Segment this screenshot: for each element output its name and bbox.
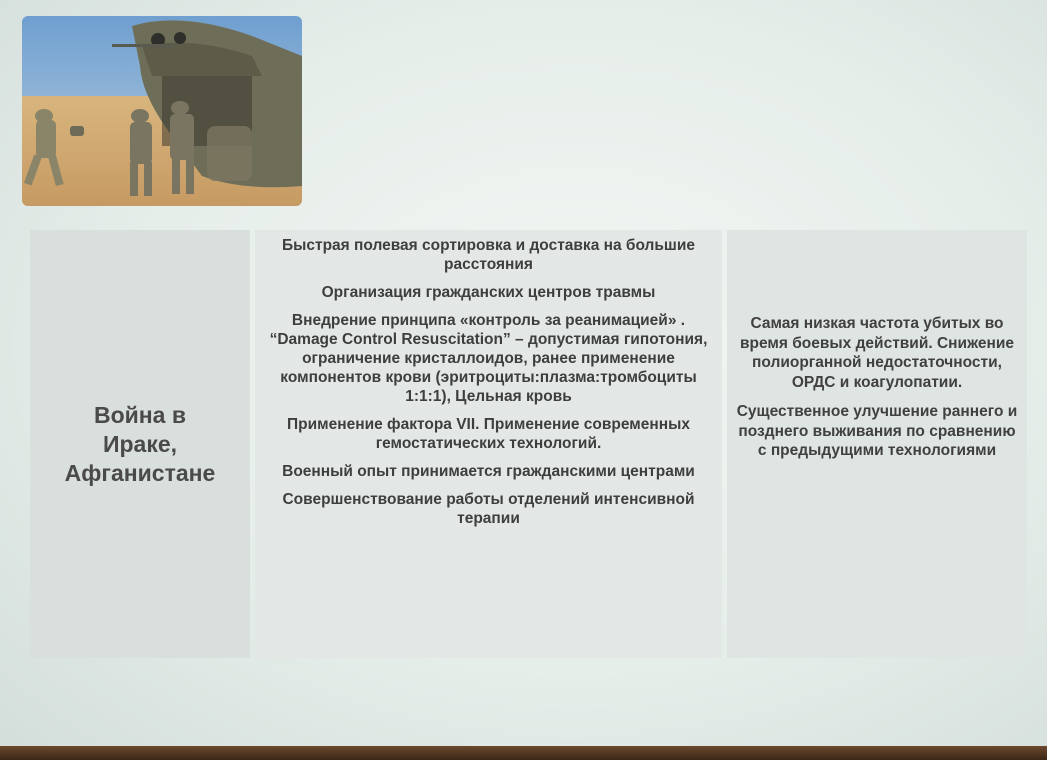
measure-item: Военный опыт принимается гражданскими центрами [282,463,695,480]
measure-item: Совершенствование работы отделений интенсивной терапии [282,491,695,527]
measure-item: Быстрая полевая сортировка и доставка на большие расстояния [281,237,696,273]
measure-item: Внедрение принципа «контроль за реанимацией» . “Damage Control Resuscitation” – допустимая гипотония, ограничение кристаллоидов, ранее применение компонентов крови (эритроциты:плазма:тромбоциты 1:1:1), Цельная кровь [269,312,708,405]
row-label-cell [30,230,250,658]
measure-item: Организация гражданских центров травмы [321,284,656,301]
measures-cell [255,230,722,658]
projector-bottom-edge [0,746,1047,760]
helicopter-soldiers-photo [22,16,302,206]
outcome-item: Самая низкая частота убитых во время боевых действий. Снижение полиорганной недостаточности, ОРДС и коагулопатии. [740,315,1014,391]
comparison-table [30,230,1027,658]
outcomes-cell [727,230,1027,658]
row-label: Война в Ираке, Афганистане [64,401,216,486]
measure-item: Применение фактора VII. Применение современных гемостатических технологий. [287,416,690,452]
outcome-item: Существенное улучшение раннего и позднего выживания по сравнению с предыдущими технологиями [736,403,1018,459]
